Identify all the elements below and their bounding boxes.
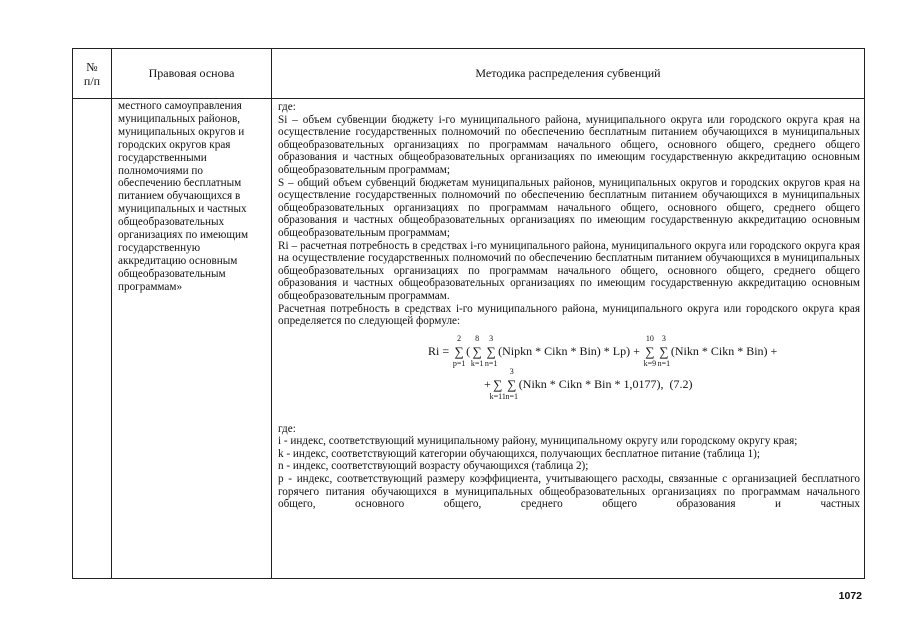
legal-basis-cell: местного самоуправления муниципальных районов, муниципальных округов и городских округов края государственными полномочиями по обеспечению бесплатным питанием обучающихся в муниципальных и частных общеобразовательных организациях по имеющим государственную аккредитацию основным общеобразовательным программам» (112, 99, 272, 579)
formula-term-3: (Nikn * Cikn * Bin * 1,0177), (518, 376, 664, 391)
n-index-definition: n - индекс, соответствующий возрасту обучающихся (таблица 2); (278, 460, 589, 473)
number-header-line1: № (86, 59, 98, 74)
k-index-definition: k - индекс, соответствующий категории обучающихся, получающих бесплатное питание (таблица 1); (278, 447, 760, 460)
sum-k2-symbol: ∑ 10 k=9 (643, 333, 657, 369)
si-definition: Si – объем субвенции бюджету i-го муниципального района, муниципального округа или городского округа края на осуществление государственных полномочий по обеспечению бесплатным питанием обучающихся в муниципальных общеобразовательных организациях по программам начального общего, основного общего, среднего общего образования и частных общеобразовательных организациях по имеющим государственную аккредитацию основным общеобразовательным программам; (278, 113, 860, 176)
p-index-definition: p - индекс, соответствующий размеру коэффициента, учитывающего расходы, связанные с организацией бесплатного горячего питания обучающихся в муниципальных общеобразовательных организациях по программам начального общего, основного общего, среднего общего образования и частных (278, 473, 860, 511)
methodology-cell (272, 99, 865, 579)
formula-number: (7.2) (669, 376, 693, 391)
formula-line-2: + ∑ k=11 ∑ 3 n=1 (Nikn * Cikn * Bin * 1,0177), (7.2) (484, 366, 693, 402)
where-label-2: где: (278, 422, 296, 435)
sum-p-symbol: ∑ 2 p=1 (452, 333, 466, 369)
sum-n2-symbol: ∑ 3 n=1 (657, 333, 671, 369)
formula-lhs: Ri = (428, 343, 450, 358)
where-label: где: (278, 101, 296, 113)
s-definition: S – общий объем субвенций бюджетам муниципальных районов, муниципальных округов и городских округов края на осуществление государственных полномочий по обеспечению бесплатным питанием обучающихся в муниципальных общеобразовательных организациях по программам начального общего, основного общего, среднего общего образования и частных общеобразовательных организациях по имеющим государственную аккредитацию основным общеобразовательным программам; (278, 176, 860, 239)
ri-definition: Ri – расчетная потребность в средствах i-го муниципального района, муниципального округа или городского округа края на осуществление государственных полномочий по обеспечению бесплатным питанием обучающихся в муниципальных общеобразовательных организациях по программам начального общего, основного общего, среднего общего образования и частных общеобразовательных организациях по имеющим государственную аккредитацию основным общеобразовательным программам. (278, 239, 860, 302)
number-header-line2: п/п (83, 73, 101, 88)
formula-line-1: Ri = ∑ 2 p=1 ( ∑ 8 k=1 ∑ 3 n=1 (Nipkn * Cikn * Bin) * Lp) + ∑ 10 k=9 ∑ 3 n=1 (Nikn * Cikn * Bin) + (428, 333, 778, 369)
formula-term-1: (Nipkn * Cikn * Bin) * Lp) + (498, 343, 640, 358)
sum-k1-symbol: ∑ 8 k=1 (470, 333, 484, 369)
table-header-row (73, 49, 865, 99)
sum-k3-symbol: ∑ k=11 (489, 376, 506, 402)
sum-n3-symbol: ∑ 3 n=1 (505, 366, 519, 402)
sum-n1-symbol: ∑ 3 n=1 (484, 333, 498, 369)
number-column-header (73, 49, 112, 99)
methodology-column-header: Методика распределения субвенций (272, 49, 865, 99)
row-number-cell (73, 99, 112, 579)
i-index-definition: i - индекс, соответствующий муниципальному району, муниципальному округу или городскому округу края; (278, 435, 798, 448)
ri-formula (278, 328, 860, 423)
formula-term-2: (Nikn * Cikn * Bin) + (670, 343, 778, 358)
table-row (73, 99, 865, 579)
distribution-table (72, 48, 865, 579)
ri-formula-intro: Расчетная потребность в средствах i-го муниципального района, муниципального округа или городского округа края определяется по следующей формуле: (278, 302, 860, 328)
legal-basis-column-header: Правовая основа (112, 49, 272, 99)
page-number: 1072 (838, 590, 862, 602)
